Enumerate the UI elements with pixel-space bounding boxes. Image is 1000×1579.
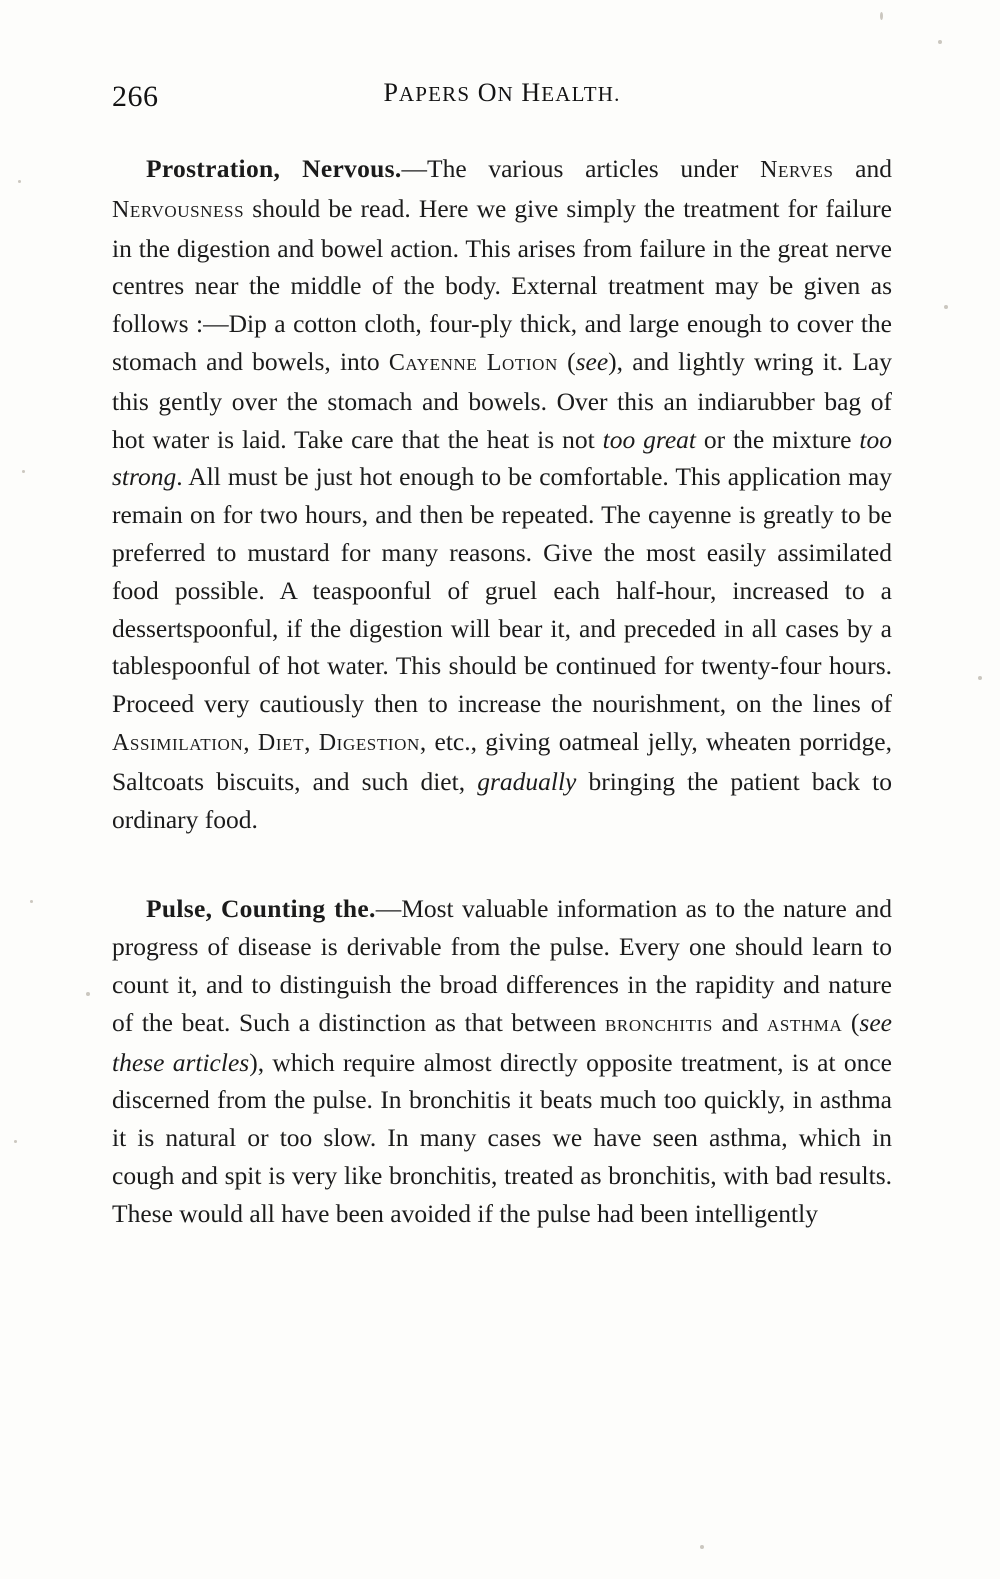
body-text: should be read. Here we give simply the treatment for failure in the digestion and bowel action. This arises from failure in the great nerve centres near the middle of the body. External treatment may be given as follows :—Dip a cotton cloth, four-ply thick, and large enough to cover the stomach and bowels, into	[112, 193, 892, 376]
entry-body-0	[112, 154, 892, 834]
small-caps-reference: Digestion	[318, 729, 420, 756]
page-header	[112, 78, 892, 118]
scan-speck	[880, 12, 883, 20]
scan-speck	[30, 900, 33, 903]
body-text: (	[557, 346, 576, 376]
entry-dash: —	[375, 894, 402, 924]
entry-dash: —	[401, 154, 428, 183]
page-number: 266	[112, 80, 159, 113]
scan-speck	[700, 1545, 704, 1549]
entry-prostration-nervous	[112, 150, 892, 838]
body-text: ), which require almost directly opposite treatment, is at once discerned from the pulse. In bronchitis it beats much too quickly, in asthma it is natural or too slow. In many cases we have seen asthma, which in cough and spit is very like bronchitis, treated as bronchitis, with bad results. These would all have been avoided if the pulse had been intelligently	[112, 1047, 893, 1228]
body-text: (	[842, 1007, 860, 1037]
entry-headword: Pulse, Counting the.	[146, 894, 376, 924]
italic-emphasis: too strong	[112, 424, 892, 492]
body-text: and	[712, 1007, 767, 1037]
entry-body-1	[112, 894, 892, 1227]
body-text: Most valuable information as to the nature and progress of disease is derivable from the pulse. Every one should learn to count it, and to distinguish the broad differences in the rapidity and nature of the beat. Such a distinction as that between	[112, 894, 892, 1037]
running-head	[112, 78, 892, 108]
small-caps-reference: bronchitis	[604, 1010, 713, 1037]
small-caps-reference: Nervousness	[112, 196, 245, 223]
body-text: . All must be just hot enough to be comfortable. This application may remain on for two hours, and then be repeated. The cayenne is greatly to be preferred to mustard for many reasons. Give the most easily assimilated food possible. A teaspoonful of gruel each half-hour, increased to a dessertspoonful, if the digestion will bear it, and preceded in all cases by a tablespoonful of hot water. This should be continued for twenty-four hours. Proceed very cautiously then to increase the nourishment, on the lines of	[112, 462, 892, 719]
running-head-word3-cap: H	[521, 78, 542, 107]
body-text: , etc., giving oatmeal jelly, wheaten porridge, Saltcoats biscuits, and such diet,	[112, 726, 893, 796]
body-text: bringing the patient back to ordinary food.	[112, 766, 892, 834]
body-text: ,	[304, 726, 319, 756]
running-head-word3-rest: EALTH.	[541, 82, 621, 106]
running-head-word2-rest: N	[497, 82, 514, 106]
small-caps-reference: Diet	[257, 729, 305, 756]
scan-speck	[22, 470, 25, 473]
running-head-word1-cap: P	[383, 78, 399, 107]
entry-pulse-counting-the	[112, 890, 892, 1232]
scan-speck	[18, 180, 21, 183]
page-body	[112, 150, 892, 1233]
small-caps-reference: Assimilation	[112, 729, 244, 756]
running-head-word2-cap: O	[477, 78, 498, 107]
italic-emphasis: see these articles	[112, 1007, 892, 1077]
body-text: ), and lightly wring it. Lay this gently over the stomach and bowels. Over this an indiarubber bag of hot water is laid. Take care that the heat is not	[112, 346, 892, 454]
running-head-word1-rest: APERS	[398, 82, 471, 106]
small-caps-reference: Nerves	[760, 157, 834, 183]
body-text: and	[833, 154, 892, 183]
small-caps-reference: asthma	[766, 1010, 843, 1037]
body-text: or the mixture	[696, 424, 860, 454]
entry-headword: Prostration, Nervous.	[146, 154, 402, 183]
body-text: ,	[243, 726, 258, 756]
italic-emphasis: see	[575, 346, 609, 376]
scan-speck	[14, 1140, 17, 1143]
scan-speck	[86, 992, 90, 996]
body-text: The various articles under	[427, 154, 761, 183]
italic-emphasis: gradually	[477, 766, 577, 796]
italic-emphasis: too great	[602, 424, 696, 454]
small-caps-reference: Cayenne Lotion	[388, 349, 558, 376]
scan-speck	[944, 305, 948, 309]
scan-speck	[938, 40, 942, 44]
scan-speck	[978, 676, 982, 680]
